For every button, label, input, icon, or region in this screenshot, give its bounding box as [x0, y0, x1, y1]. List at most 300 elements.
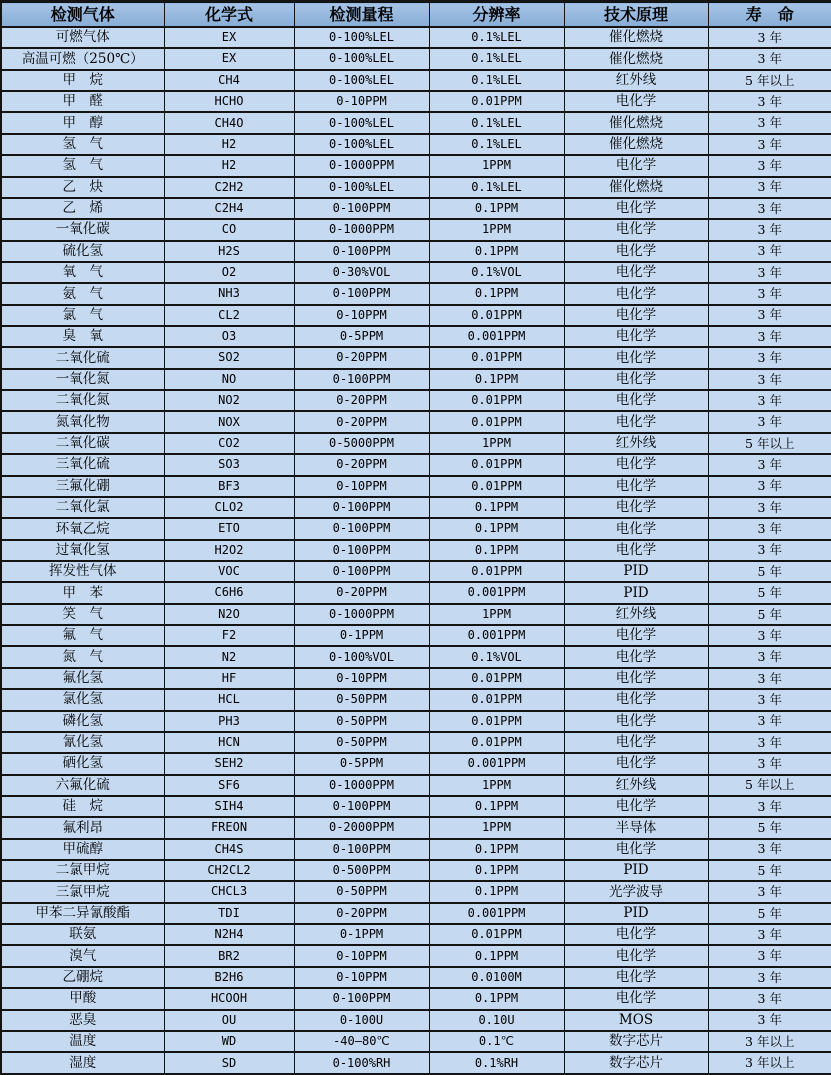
- table-row: [1, 582, 831, 603]
- gas-name-cell: 二氧化氮: [1, 390, 164, 411]
- principle-cell: 电化学: [564, 219, 708, 240]
- formula-cell: N2: [164, 646, 294, 667]
- resolution-cell: 0.1PPM: [429, 241, 564, 262]
- principle-cell: 数字芯片: [564, 1031, 708, 1052]
- gas-name-cell: 六氟化硫: [1, 775, 164, 796]
- gas-name-cell: 氯化氢: [1, 689, 164, 710]
- formula-cell: H2O2: [164, 540, 294, 561]
- formula-cell: N2O: [164, 604, 294, 625]
- range-cell: 0-10PPM: [294, 967, 429, 988]
- range-cell: 0-100%LEL: [294, 177, 429, 198]
- formula-cell: PH3: [164, 711, 294, 732]
- formula-cell: SIH4: [164, 796, 294, 817]
- principle-cell: 电化学: [564, 155, 708, 176]
- gas-name-cell: 三氟化硼: [1, 476, 164, 497]
- col-header-resolution: 分辨率: [429, 2, 564, 28]
- range-cell: 0-5PPM: [294, 326, 429, 347]
- table-header: [1, 2, 831, 28]
- resolution-cell: 0.01PPM: [429, 347, 564, 368]
- range-cell: 0-10PPM: [294, 668, 429, 689]
- range-cell: 0-100PPM: [294, 198, 429, 219]
- gas-name-cell: 氟 气: [1, 625, 164, 646]
- range-cell: 0-100%LEL: [294, 27, 429, 48]
- range-cell: 0-10PPM: [294, 305, 429, 326]
- range-cell: 0-1000PPM: [294, 219, 429, 240]
- lifespan-cell: 3 年: [708, 369, 831, 390]
- range-cell: 0-20PPM: [294, 347, 429, 368]
- range-cell: 0-100PPM: [294, 796, 429, 817]
- range-cell: 0-50PPM: [294, 711, 429, 732]
- gas-name-cell: 氢 气: [1, 155, 164, 176]
- principle-cell: 红外线: [564, 604, 708, 625]
- col-header-lifespan: 寿 命: [708, 2, 831, 28]
- range-cell: 0-2000PPM: [294, 817, 429, 838]
- lifespan-cell: 3 年: [708, 347, 831, 368]
- principle-cell: 电化学: [564, 262, 708, 283]
- table-row: [1, 198, 831, 219]
- lifespan-cell: 5 年: [708, 903, 831, 924]
- table-row: [1, 924, 831, 945]
- range-cell: 0-20PPM: [294, 454, 429, 475]
- table-row: [1, 134, 831, 155]
- gas-name-cell: 乙 炔: [1, 177, 164, 198]
- formula-cell: ETO: [164, 518, 294, 539]
- gas-name-cell: 氮 气: [1, 646, 164, 667]
- formula-cell: C2H2: [164, 177, 294, 198]
- lifespan-cell: 3 年: [708, 753, 831, 774]
- formula-cell: F2: [164, 625, 294, 646]
- range-cell: 0-5000PPM: [294, 433, 429, 454]
- formula-cell: CO2: [164, 433, 294, 454]
- table-row: [1, 646, 831, 667]
- resolution-cell: 0.1%VOL: [429, 646, 564, 667]
- resolution-cell: 0.001PPM: [429, 582, 564, 603]
- principle-cell: 电化学: [564, 689, 708, 710]
- col-header-gas: 检测气体: [1, 2, 164, 28]
- range-cell: 0-50PPM: [294, 689, 429, 710]
- principle-cell: 电化学: [564, 945, 708, 966]
- lifespan-cell: 3 年: [708, 476, 831, 497]
- range-cell: 0-100U: [294, 1010, 429, 1031]
- formula-cell: SD: [164, 1052, 294, 1074]
- principle-cell: 数字芯片: [564, 1052, 708, 1074]
- gas-name-cell: 硒化氢: [1, 753, 164, 774]
- formula-cell: NO2: [164, 390, 294, 411]
- resolution-cell: 0.001PPM: [429, 753, 564, 774]
- lifespan-cell: 3 年: [708, 134, 831, 155]
- resolution-cell: 0.001PPM: [429, 903, 564, 924]
- principle-cell: 电化学: [564, 283, 708, 304]
- range-cell: 0-100PPM: [294, 988, 429, 1009]
- lifespan-cell: 5 年: [708, 604, 831, 625]
- table-row: [1, 476, 831, 497]
- formula-cell: EX: [164, 27, 294, 48]
- lifespan-cell: 3 年: [708, 198, 831, 219]
- resolution-cell: 0.1PPM: [429, 839, 564, 860]
- resolution-cell: 0.1PPM: [429, 945, 564, 966]
- principle-cell: 催化燃烧: [564, 112, 708, 133]
- resolution-cell: 0.1%LEL: [429, 70, 564, 91]
- formula-cell: O2: [164, 262, 294, 283]
- table-row: [1, 775, 831, 796]
- formula-cell: CLO2: [164, 497, 294, 518]
- principle-cell: 催化燃烧: [564, 27, 708, 48]
- range-cell: -40—80℃: [294, 1031, 429, 1052]
- table-row: [1, 903, 831, 924]
- range-cell: 0-1000PPM: [294, 604, 429, 625]
- gas-name-cell: 甲酸: [1, 988, 164, 1009]
- gas-name-cell: 过氧化氢: [1, 540, 164, 561]
- resolution-cell: 1PPM: [429, 775, 564, 796]
- gas-name-cell: 氯 气: [1, 305, 164, 326]
- principle-cell: 电化学: [564, 540, 708, 561]
- formula-cell: HF: [164, 668, 294, 689]
- lifespan-cell: 5 年: [708, 582, 831, 603]
- range-cell: 0-1PPM: [294, 625, 429, 646]
- range-cell: 0-100PPM: [294, 241, 429, 262]
- range-cell: 0-100PPM: [294, 497, 429, 518]
- table-row: [1, 689, 831, 710]
- table-row: [1, 881, 831, 902]
- range-cell: 0-30%VOL: [294, 262, 429, 283]
- principle-cell: 电化学: [564, 476, 708, 497]
- principle-cell: 电化学: [564, 390, 708, 411]
- lifespan-cell: 3 年: [708, 283, 831, 304]
- table-row: [1, 561, 831, 582]
- lifespan-cell: 5 年以上: [708, 433, 831, 454]
- lifespan-cell: 3 年: [708, 518, 831, 539]
- resolution-cell: 0.1%LEL: [429, 48, 564, 69]
- table-row: [1, 668, 831, 689]
- formula-cell: CH4O: [164, 112, 294, 133]
- table-row: [1, 390, 831, 411]
- resolution-cell: 0.1PPM: [429, 881, 564, 902]
- formula-cell: EX: [164, 48, 294, 69]
- range-cell: 0-100%LEL: [294, 48, 429, 69]
- gas-name-cell: 湿度: [1, 1052, 164, 1074]
- formula-cell: H2: [164, 155, 294, 176]
- resolution-cell: 0.01PPM: [429, 668, 564, 689]
- gas-name-cell: 恶臭: [1, 1010, 164, 1031]
- formula-cell: H2: [164, 134, 294, 155]
- principle-cell: 电化学: [564, 924, 708, 945]
- gas-name-cell: 环氧乙烷: [1, 518, 164, 539]
- range-cell: 0-20PPM: [294, 582, 429, 603]
- gas-name-cell: 甲硫醇: [1, 839, 164, 860]
- formula-cell: VOC: [164, 561, 294, 582]
- range-cell: 0-500PPM: [294, 860, 429, 881]
- lifespan-cell: 3 年: [708, 646, 831, 667]
- principle-cell: 电化学: [564, 732, 708, 753]
- lifespan-cell: 3 年: [708, 732, 831, 753]
- formula-cell: B2H6: [164, 967, 294, 988]
- table-row: [1, 433, 831, 454]
- principle-cell: 红外线: [564, 433, 708, 454]
- formula-cell: SO3: [164, 454, 294, 475]
- lifespan-cell: 3 年: [708, 924, 831, 945]
- resolution-cell: 0.01PPM: [429, 454, 564, 475]
- table-row: [1, 155, 831, 176]
- lifespan-cell: 3 年: [708, 967, 831, 988]
- resolution-cell: 0.01PPM: [429, 561, 564, 582]
- table-row: [1, 817, 831, 838]
- range-cell: 0-100PPM: [294, 540, 429, 561]
- gas-name-cell: 氟利昂: [1, 817, 164, 838]
- formula-cell: HCN: [164, 732, 294, 753]
- lifespan-cell: 3 年: [708, 540, 831, 561]
- lifespan-cell: 5 年: [708, 860, 831, 881]
- principle-cell: 电化学: [564, 625, 708, 646]
- principle-cell: 电化学: [564, 711, 708, 732]
- gas-name-cell: 温度: [1, 1031, 164, 1052]
- gas-name-cell: 氢 气: [1, 134, 164, 155]
- lifespan-cell: 5 年: [708, 561, 831, 582]
- lifespan-cell: 3 年: [708, 241, 831, 262]
- table-row: [1, 347, 831, 368]
- formula-cell: NO: [164, 369, 294, 390]
- resolution-cell: 0.1%VOL: [429, 262, 564, 283]
- resolution-cell: 1PPM: [429, 155, 564, 176]
- principle-cell: 电化学: [564, 988, 708, 1009]
- gas-name-cell: 二氯甲烷: [1, 860, 164, 881]
- principle-cell: 电化学: [564, 326, 708, 347]
- principle-cell: PID: [564, 582, 708, 603]
- range-cell: 0-100PPM: [294, 518, 429, 539]
- table-row: [1, 945, 831, 966]
- principle-cell: 红外线: [564, 70, 708, 91]
- header-row: [1, 2, 831, 28]
- gas-name-cell: 挥发性气体: [1, 561, 164, 582]
- lifespan-cell: 3 年: [708, 839, 831, 860]
- principle-cell: 电化学: [564, 796, 708, 817]
- resolution-cell: 1PPM: [429, 817, 564, 838]
- gas-name-cell: 甲 醛: [1, 91, 164, 112]
- lifespan-cell: 3 年: [708, 411, 831, 432]
- resolution-cell: 0.1PPM: [429, 796, 564, 817]
- lifespan-cell: 3 年: [708, 390, 831, 411]
- range-cell: 0-100PPM: [294, 283, 429, 304]
- lifespan-cell: 3 年: [708, 27, 831, 48]
- formula-cell: TDI: [164, 903, 294, 924]
- lifespan-cell: 3 年: [708, 454, 831, 475]
- principle-cell: 催化燃烧: [564, 48, 708, 69]
- formula-cell: CHCL3: [164, 881, 294, 902]
- table-row: [1, 283, 831, 304]
- resolution-cell: 0.01PPM: [429, 732, 564, 753]
- table-row: [1, 177, 831, 198]
- gas-name-cell: 氟化氢: [1, 668, 164, 689]
- principle-cell: 催化燃烧: [564, 177, 708, 198]
- table-row: [1, 732, 831, 753]
- principle-cell: 电化学: [564, 241, 708, 262]
- lifespan-cell: 3 年: [708, 91, 831, 112]
- range-cell: 0-100%LEL: [294, 112, 429, 133]
- resolution-cell: 0.1PPM: [429, 988, 564, 1009]
- principle-cell: 电化学: [564, 454, 708, 475]
- table-row: [1, 27, 831, 48]
- lifespan-cell: 5 年: [708, 817, 831, 838]
- gas-name-cell: 硫化氢: [1, 241, 164, 262]
- table-row: [1, 241, 831, 262]
- formula-cell: H2S: [164, 241, 294, 262]
- gas-name-cell: 一氧化碳: [1, 219, 164, 240]
- resolution-cell: 0.001PPM: [429, 326, 564, 347]
- gas-name-cell: 氮氧化物: [1, 411, 164, 432]
- table-row: [1, 753, 831, 774]
- range-cell: 0-20PPM: [294, 411, 429, 432]
- table-row: [1, 796, 831, 817]
- lifespan-cell: 3 年: [708, 262, 831, 283]
- formula-cell: BR2: [164, 945, 294, 966]
- resolution-cell: 1PPM: [429, 433, 564, 454]
- range-cell: 0-100%RH: [294, 1052, 429, 1074]
- principle-cell: 电化学: [564, 91, 708, 112]
- table-row: [1, 967, 831, 988]
- resolution-cell: 0.001PPM: [429, 625, 564, 646]
- table-row: [1, 369, 831, 390]
- table-row: [1, 497, 831, 518]
- principle-cell: 电化学: [564, 967, 708, 988]
- principle-cell: PID: [564, 860, 708, 881]
- resolution-cell: 0.01PPM: [429, 924, 564, 945]
- table-row: [1, 860, 831, 881]
- resolution-cell: 0.1PPM: [429, 198, 564, 219]
- resolution-cell: 0.1%RH: [429, 1052, 564, 1074]
- range-cell: 0-1000PPM: [294, 155, 429, 176]
- gas-name-cell: 三氧化硫: [1, 454, 164, 475]
- resolution-cell: 0.1%LEL: [429, 27, 564, 48]
- principle-cell: PID: [564, 561, 708, 582]
- range-cell: 0-10PPM: [294, 945, 429, 966]
- table-row: [1, 711, 831, 732]
- table-row: [1, 112, 831, 133]
- gas-name-cell: 臭 氧: [1, 326, 164, 347]
- principle-cell: 电化学: [564, 369, 708, 390]
- table-row: [1, 305, 831, 326]
- range-cell: 0-10PPM: [294, 476, 429, 497]
- resolution-cell: 0.10U: [429, 1010, 564, 1031]
- spec-table-body: [1, 27, 831, 1074]
- table-row: [1, 454, 831, 475]
- formula-cell: SF6: [164, 775, 294, 796]
- table-row: [1, 540, 831, 561]
- resolution-cell: 0.1℃: [429, 1031, 564, 1052]
- principle-cell: 红外线: [564, 775, 708, 796]
- formula-cell: BF3: [164, 476, 294, 497]
- table-row: [1, 91, 831, 112]
- col-header-principle: 技术原理: [564, 2, 708, 28]
- resolution-cell: 0.01PPM: [429, 390, 564, 411]
- principle-cell: 电化学: [564, 347, 708, 368]
- range-cell: 0-10PPM: [294, 91, 429, 112]
- table-row: [1, 625, 831, 646]
- resolution-cell: 0.1PPM: [429, 860, 564, 881]
- range-cell: 0-50PPM: [294, 732, 429, 753]
- range-cell: 0-20PPM: [294, 903, 429, 924]
- lifespan-cell: 3 年: [708, 305, 831, 326]
- resolution-cell: 0.1%LEL: [429, 177, 564, 198]
- principle-cell: 电化学: [564, 305, 708, 326]
- range-cell: 0-100PPM: [294, 839, 429, 860]
- formula-cell: CH2CL2: [164, 860, 294, 881]
- gas-name-cell: 溴气: [1, 945, 164, 966]
- range-cell: 0-100PPM: [294, 561, 429, 582]
- gas-name-cell: 乙硼烷: [1, 967, 164, 988]
- lifespan-cell: 3 年: [708, 155, 831, 176]
- formula-cell: OU: [164, 1010, 294, 1031]
- gas-name-cell: 甲 烷: [1, 70, 164, 91]
- lifespan-cell: 3 年: [708, 988, 831, 1009]
- table-row: [1, 1052, 831, 1074]
- range-cell: 0-100%LEL: [294, 134, 429, 155]
- resolution-cell: 0.1PPM: [429, 283, 564, 304]
- formula-cell: C6H6: [164, 582, 294, 603]
- lifespan-cell: 3 年: [708, 625, 831, 646]
- resolution-cell: 0.01PPM: [429, 711, 564, 732]
- table-row: [1, 518, 831, 539]
- gas-name-cell: 乙 烯: [1, 198, 164, 219]
- lifespan-cell: 3 年: [708, 219, 831, 240]
- formula-cell: HCL: [164, 689, 294, 710]
- principle-cell: 电化学: [564, 646, 708, 667]
- lifespan-cell: 3 年: [708, 881, 831, 902]
- formula-cell: CL2: [164, 305, 294, 326]
- table-row: [1, 219, 831, 240]
- formula-cell: SEH2: [164, 753, 294, 774]
- lifespan-cell: 3 年: [708, 112, 831, 133]
- lifespan-cell: 3 年: [708, 796, 831, 817]
- principle-cell: 电化学: [564, 839, 708, 860]
- table-row: [1, 411, 831, 432]
- lifespan-cell: 3 年以上: [708, 1031, 831, 1052]
- gas-name-cell: 可燃气体: [1, 27, 164, 48]
- gas-name-cell: 磷化氢: [1, 711, 164, 732]
- resolution-cell: 0.1%LEL: [429, 112, 564, 133]
- lifespan-cell: 3 年: [708, 689, 831, 710]
- gas-name-cell: 甲 苯: [1, 582, 164, 603]
- principle-cell: PID: [564, 903, 708, 924]
- resolution-cell: 0.1PPM: [429, 540, 564, 561]
- principle-cell: 电化学: [564, 753, 708, 774]
- resolution-cell: 0.01PPM: [429, 689, 564, 710]
- formula-cell: HCOOH: [164, 988, 294, 1009]
- gas-name-cell: 笑 气: [1, 604, 164, 625]
- range-cell: 0-50PPM: [294, 881, 429, 902]
- lifespan-cell: 3 年: [708, 945, 831, 966]
- formula-cell: N2H4: [164, 924, 294, 945]
- gas-name-cell: 氨 气: [1, 283, 164, 304]
- formula-cell: CH4: [164, 70, 294, 91]
- range-cell: 0-1PPM: [294, 924, 429, 945]
- formula-cell: SO2: [164, 347, 294, 368]
- lifespan-cell: 5 年以上: [708, 70, 831, 91]
- range-cell: 0-5PPM: [294, 753, 429, 774]
- lifespan-cell: 3 年: [708, 497, 831, 518]
- table-row: [1, 262, 831, 283]
- table-row: [1, 70, 831, 91]
- gas-name-cell: 二氧化碳: [1, 433, 164, 454]
- formula-cell: NH3: [164, 283, 294, 304]
- gas-name-cell: 硅 烷: [1, 796, 164, 817]
- formula-cell: C2H4: [164, 198, 294, 219]
- col-header-formula: 化学式: [164, 2, 294, 28]
- gas-name-cell: 一氧化氮: [1, 369, 164, 390]
- principle-cell: 电化学: [564, 497, 708, 518]
- gas-name-cell: 氧 气: [1, 262, 164, 283]
- lifespan-cell: 3 年: [708, 1010, 831, 1031]
- principle-cell: 电化学: [564, 518, 708, 539]
- gas-name-cell: 高温可燃（250℃）: [1, 48, 164, 69]
